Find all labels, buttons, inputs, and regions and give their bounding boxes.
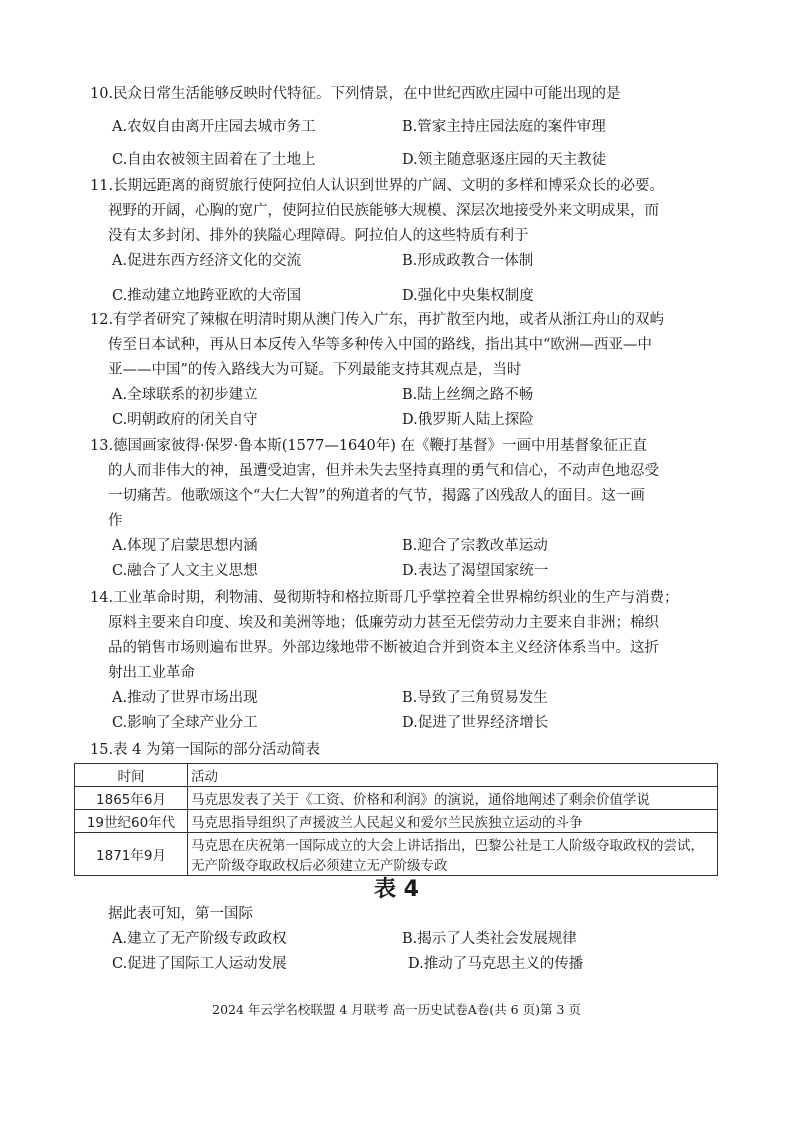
- question-15-option-c[interactable]: C.促进了国际工人运动发展: [112, 956, 287, 972]
- question-10-option-d[interactable]: D.领主随意驱逐庄园的天主教徒: [402, 152, 607, 168]
- table-4: [74, 763, 718, 876]
- table-header-activity: 活动: [188, 764, 718, 787]
- question-11-option-c[interactable]: C.推动建立地跨亚欧的大帝国: [112, 288, 302, 304]
- question-13-option-c[interactable]: C.融合了人文主义思想: [112, 563, 258, 579]
- question-11: [90, 174, 720, 309]
- question-15-option-d[interactable]: D.推动了马克思主义的传播: [408, 956, 584, 972]
- question-10: [90, 82, 720, 173]
- question-13-stem: 13.德国画家彼得·保罗·鲁本斯(1577—1640年) 在《鞭打基督》一画中用基督象征正直: [90, 438, 648, 454]
- page-footer: 2024 年云学名校联盟 4 月联考 高一历史试卷A卷(共 6 页)第 3 页: [212, 1002, 581, 1017]
- question-13-option-a[interactable]: A.体现了启蒙思想内涵: [112, 538, 258, 554]
- question-11-option-d[interactable]: D.强化中央集权制度: [402, 288, 534, 304]
- question-10-options-row2: [112, 148, 720, 173]
- question-14-option-b[interactable]: B.导致了三角贸易发生: [402, 690, 548, 706]
- question-12-option-d[interactable]: D.俄罗斯人陆上探险: [402, 412, 534, 428]
- question-13-options-row2: [112, 559, 720, 584]
- question-11-line-2: 视野的开阔，心胸的宽广，使阿拉伯民族能够大规模、深层次地接受外来文明成果，而: [108, 203, 659, 219]
- table-header-time: 时间: [75, 764, 188, 787]
- question-15-option-a[interactable]: A.建立了无产阶级专政政权: [112, 931, 287, 947]
- question-12: [90, 308, 720, 433]
- question-12-option-c[interactable]: C.明朝政府的闭关自守: [112, 412, 258, 428]
- table-row: [75, 787, 718, 810]
- table-cell-time: 1865年6月: [75, 787, 188, 810]
- question-12-options-row2: [112, 408, 720, 433]
- table-cell-time: 19世纪60年代: [75, 810, 188, 833]
- question-11-option-a[interactable]: A.促进东西方经济文化的交流: [112, 253, 302, 269]
- table-cell-activity: 马克思在庆祝第一国际成立的大会上讲话指出，巴黎公社是工人阶级夺取政权的尝试，无产阶级夺取政权后必须建立无产阶级专政: [188, 833, 718, 876]
- table-caption: 表 4: [374, 877, 419, 902]
- question-11-line-3: 没有太多封闭、排外的狭隘心理障碍。阿拉伯人的这些特质有利于: [108, 228, 529, 244]
- question-15-options-row2: [112, 952, 720, 977]
- question-14-option-a[interactable]: A.推动了世界市场出现: [112, 690, 258, 706]
- question-13-options-row1: [112, 534, 720, 559]
- question-12-line-3: 亚——中国”的传入路线大为可疑。下列最能支持其观点是，当时: [108, 362, 522, 378]
- question-13-line-4: 作: [108, 513, 123, 529]
- question-13: [90, 434, 720, 584]
- question-14-line-2: 原料主要来自印度、埃及和美洲等地；低廉劳动力甚至无偿劳动力主要来自非洲；棉织: [108, 615, 659, 631]
- table-header-row: [75, 764, 718, 787]
- table-cell-activity: 马克思发表了关于《工资、价格和利润》的演说，通俗地阐述了剩余价值学说: [188, 787, 718, 810]
- question-14: [90, 586, 720, 736]
- question-14-option-d[interactable]: D.促进了世界经济增长: [402, 715, 549, 731]
- question-11-options-row2: [112, 284, 720, 309]
- question-15-body: [90, 902, 720, 977]
- question-12-options-row1: [112, 383, 720, 408]
- question-12-option-a[interactable]: A.全球联系的初步建立: [112, 387, 258, 403]
- question-14-stem: 14.工业革命时期，利物浦、曼彻斯特和格拉斯哥几乎掌控着全世界棉纺织业的生产与消费；: [90, 590, 679, 606]
- question-12-stem: 12.有学者研究了辣椒在明清时期从澳门传入广东，再扩散至内地，或者从浙江舟山的双屿: [90, 312, 665, 328]
- question-13-line-3: 一切痛苦。他歌颂这个“大仁大智”的殉道者的气节，揭露了凶残敌人的面目。这一画: [108, 488, 645, 504]
- question-10-stem: 10.民众日常生活能够反映时代特征。下列情景，在中世纪西欧庄园中可能出现的是: [90, 86, 621, 102]
- question-11-option-b[interactable]: B.形成政教合一体制: [402, 253, 534, 269]
- question-10-option-a[interactable]: A.农奴自由离开庄园去城市务工: [112, 119, 316, 135]
- question-14-line-4: 射出工业革命: [108, 665, 195, 681]
- question-14-options-row1: [112, 686, 720, 711]
- question-13-line-2: 的人而非伟大的神，虽遭受迫害，但并未失去坚持真理的勇气和信心，不动声色地忍受: [108, 463, 659, 479]
- question-13-option-b[interactable]: B.迎合了宗教改革运动: [402, 538, 548, 554]
- table-cell-time: 1871年9月: [75, 833, 188, 876]
- question-10-options-row1: [112, 115, 720, 140]
- table-row: [75, 833, 718, 876]
- table-cell-activity: 马克思指导组织了声援波兰人民起义和爱尔兰民族独立运动的斗争: [188, 810, 718, 833]
- question-10-option-c[interactable]: C.自由农被领主固着在了土地上: [112, 152, 316, 168]
- question-13-option-d[interactable]: D.表达了渴望国家统一: [402, 563, 549, 579]
- question-15-options-row1: [112, 927, 720, 952]
- question-10-option-b[interactable]: B.管家主持庄园法庭的案件审理: [402, 119, 606, 135]
- question-12-line-2: 传至日本试种，再从日本反传入华等多种传入中国的路线，指出其中“欧洲—西亚—中: [108, 337, 652, 353]
- question-15: [90, 738, 720, 763]
- table-row: [75, 810, 718, 833]
- question-11-options-row1: [112, 249, 720, 274]
- question-14-option-c[interactable]: C.影响了全球产业分工: [112, 715, 258, 731]
- question-12-option-b[interactable]: B.陆上丝绸之路不畅: [402, 387, 534, 403]
- question-15-option-b[interactable]: B.揭示了人类社会发展规律: [402, 931, 577, 947]
- question-15-stem: 15.表 4 为第一国际的部分活动简表: [90, 742, 321, 758]
- question-11-stem: 11.长期远距离的商贸旅行使阿拉伯人认识到世界的广阔、文明的多样和博采众长的必要。: [90, 178, 665, 194]
- question-14-options-row2: [112, 711, 720, 736]
- question-14-line-3: 品的销售市场则遍布世界。外部边缘地带不断被迫合并到资本主义经济体系当中。这折: [108, 640, 659, 656]
- question-15-prompt: 据此表可知，第一国际: [108, 906, 253, 922]
